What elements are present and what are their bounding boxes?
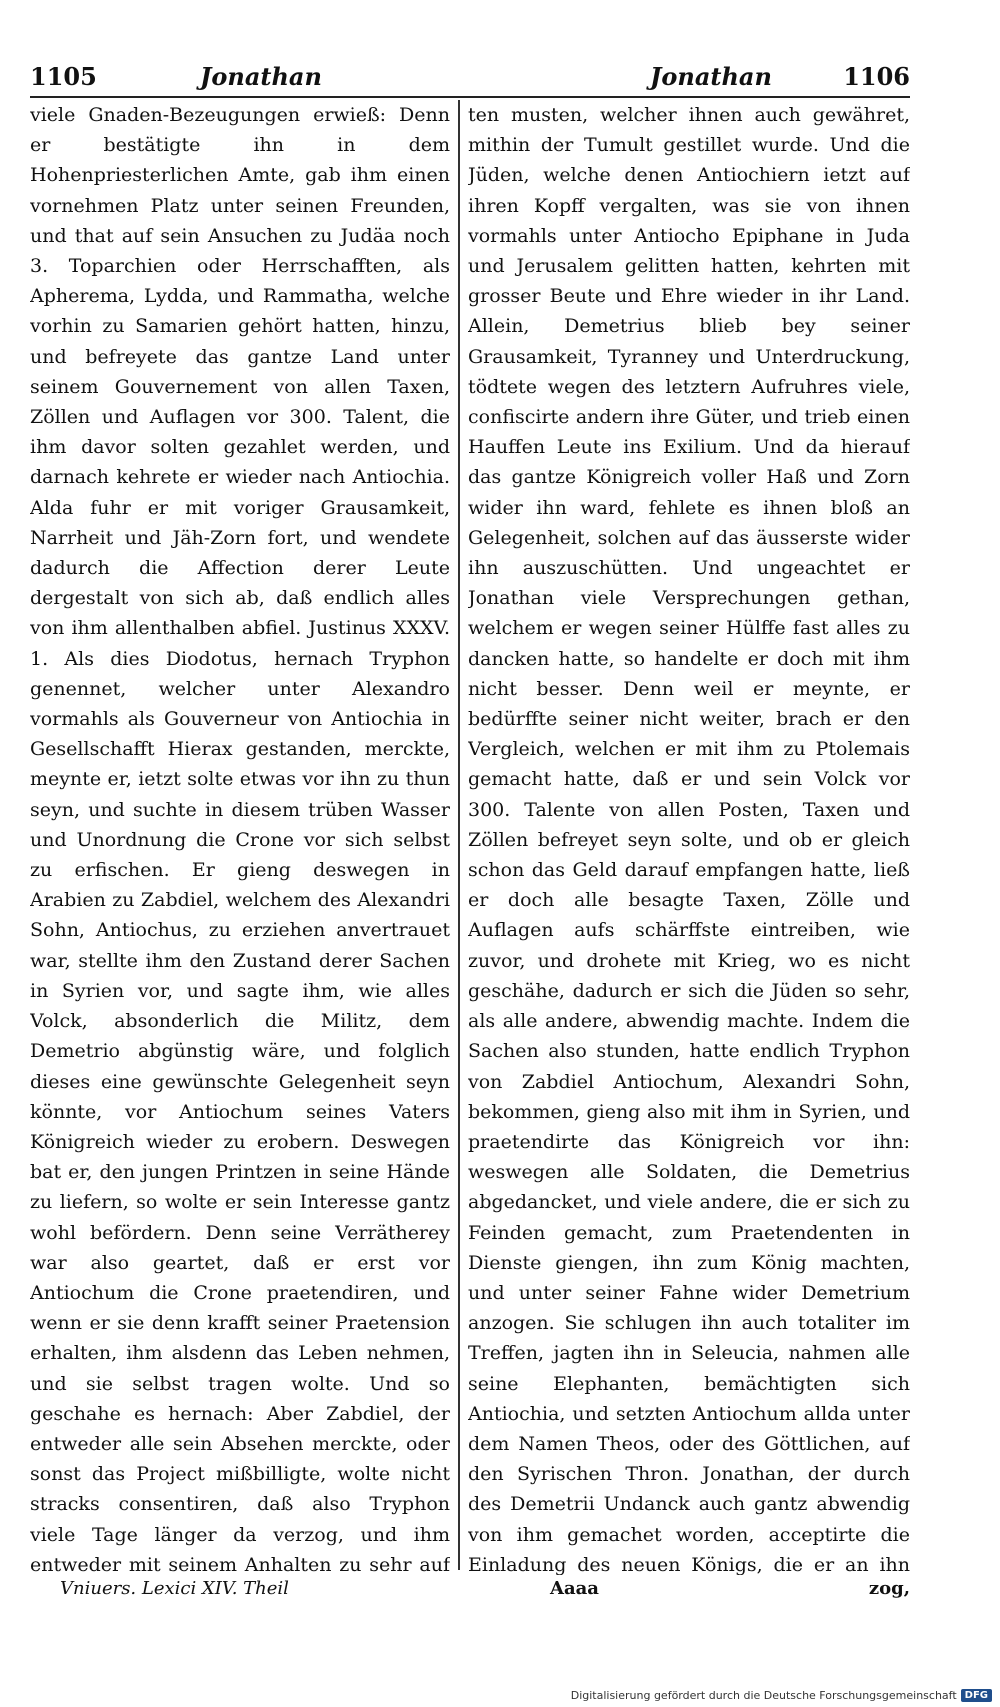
page-number-left: 1105 xyxy=(30,62,97,91)
column-right-text: ten musten, welcher ihnen auch gewähret, mithin der Tumult gestillet wurde. Und die Jüden, welche denen Antiochiern ietzt auf ihren Kopff vergalten, was sie von ihnen vormahls unter Antiocho Epiphane in Juda und Jerusalem gelitten hatten, kehrten mit grosser Beute und Ehre wieder in ihr Land. Allein, Demetrius blieb bey seiner Grausamkeit, Tyranney und Unterdruckung, tödtete wegen des letztern Aufruhres viele, confiscirte andern ihre Güter, und trieb einen Hauffen Leute ins Exilium. Und da hierauf das gantze Königreich voller Haß und Zorn wider ihn ward, fehlete es ihnen bloß an Gelegenheit, solchen auf das äusserste wider ihn auszuschütten. Und ungeachtet er Jonathan viele Versprechungen gethan, welchem er wegen seiner Hülffe fast alles zu dancken hatte, so handelte er doch mit ihm nicht besser. Denn weil er meynte, er bedürffte seiner nicht weiter, brach er den Vergleich, welchen er mit ihm zu Ptolemais gemacht hatte, daß er und sein Volck vor 300. Talente von allen Posten, Taxen und Zöllen befreyet seyn solte, und ob er gleich schon das Geld darauf empfangen hatte, ließ er doch alle besagte Taxen, Zölle und Auflagen aufs schärffste eintreiben, wie zuvor, und drohete mit Krieg, wo es nicht geschähe, dadurch er sich die Jüden so sehr, als alle andere, abwendig machte. Indem die Sachen also stunden, hatte endlich Tryphon von Zabdiel Antiochum, Alexandri Sohn, bekommen, gieng also mit ihm in Syrien, und praetendirte das Königreich vor ihn: weswegen alle Soldaten, die Demetrius abgedancket, und viele andere, die er sich zu Feinden gemacht, zum Praetendenten in Dienste giengen, ihn zum König machten, und unter seiner Fahne wider Demetrium anzogen. Sie schlugen ihn auch totaliter im Treffen, jagten ihn in Seleucia, nahmen alle seine Elephanten, bemächtigten sich Antiochia, und setzten Antiochum allda unter dem Namen Theos, oder des Göttlichen, auf den Syrischen Thron. Jonathan, der durch des Demetrii Undanck auch gantz abwendig von ihm gemachet worden, acceptirte die Einladung des neuen Königs, die er an ihn xyxy=(468,104,910,1575)
page-number-right: 1106 xyxy=(843,62,910,91)
catchword: zog, xyxy=(868,1578,910,1599)
running-head-left: Jonathan xyxy=(200,62,322,91)
dfg-logo-icon: DFG xyxy=(961,1689,992,1702)
text-column-right xyxy=(468,100,910,1575)
credit-text: Digitalisierung gefördert durch die Deutsche Forschungsgemeinschaft xyxy=(570,1688,957,1702)
signature-mark: Aaaa xyxy=(550,1578,599,1599)
header-rule xyxy=(30,96,910,98)
column-left-text: viele Gnaden-Bezeugungen erwieß: Denn er bestätigte ihn in dem Hohenpriesterlichen Amte, gab ihm einen vornehmen Platz unter seinen Freunden, und that auf sein Ansuchen zu Judäa noch 3. Toparchien oder Herrschafften, als Apherema, Lydda, und Rammatha, welche vorhin zu Samarien gehört hatten, hinzu, und befreyete das gantze Land unter seinem Gouvernement von allen Taxen, Zöllen und Auflagen vor 300. Talent, die ihm davor solten gezahlet werden, und darnach kehrete er wieder nach Antiochia. Alda fuhr er mit voriger Grausamkeit, Narrheit und Jäh-Zorn fort, und wendete dadurch die Affection derer Leute dergestalt von sich ab, daß endlich alles von ihm allenthalben abfiel. Justinus XXXV. 1. Als dies Diodotus, hernach Tryphon genennet, welcher unter Alexandro vormahls als Gouverneur von Antiochia in Gesellschafft Hierax gestanden, merckte, meynte er, ietzt solte etwas vor ihn zu thun seyn, und suchte in diesem trüben Wasser und Unordnung die Crone vor sich selbst zu erfischen. Er gieng deswegen in Arabien zu Zabdiel, welchem des Alexandri Sohn, Antiochus, zu erziehen anvertrauet war, stellte ihm den Zustand derer Sachen in Syrien vor, und sagte ihm, wie alles Volck, absonderlich die Militz, dem Demetrio abgünstig wäre, und folglich dieses eine gewünschte Gelegenheit seyn könnte, vor Antiochum seines Vaters Königreich wieder zu erobern. Deswegen bat er, den jungen Printzen in seine Hände zu liefern, so wolte er sein Interesse gantz wohl befördern. Denn seine Verrätherey war also geartet, daß er erst vor Antiochum die Crone praetendiren, und wenn er sie denn krafft seiner Praetension erhalten, ihm alsdenn das Leben nehmen, und sie selbst tragen wolte. Und so geschahe es hernach: Aber Zabdiel, der entweder alle sein Absehen merckte, oder sonst das Project mißbilligte, wolte nicht stracks consentiren, daß also Tryphon viele Tage länger da verzog, und ihm entweder mit seinem Anhalten zu sehr auf xyxy=(30,104,450,1575)
page-footer xyxy=(30,1578,910,1608)
signature-title: Vniuers. Lexici XIV. Theil xyxy=(60,1578,289,1599)
column-divider xyxy=(458,100,460,1570)
text-column-left xyxy=(30,100,450,1575)
running-head-right: Jonathan xyxy=(650,62,772,91)
digitization-credit xyxy=(571,1686,992,1704)
